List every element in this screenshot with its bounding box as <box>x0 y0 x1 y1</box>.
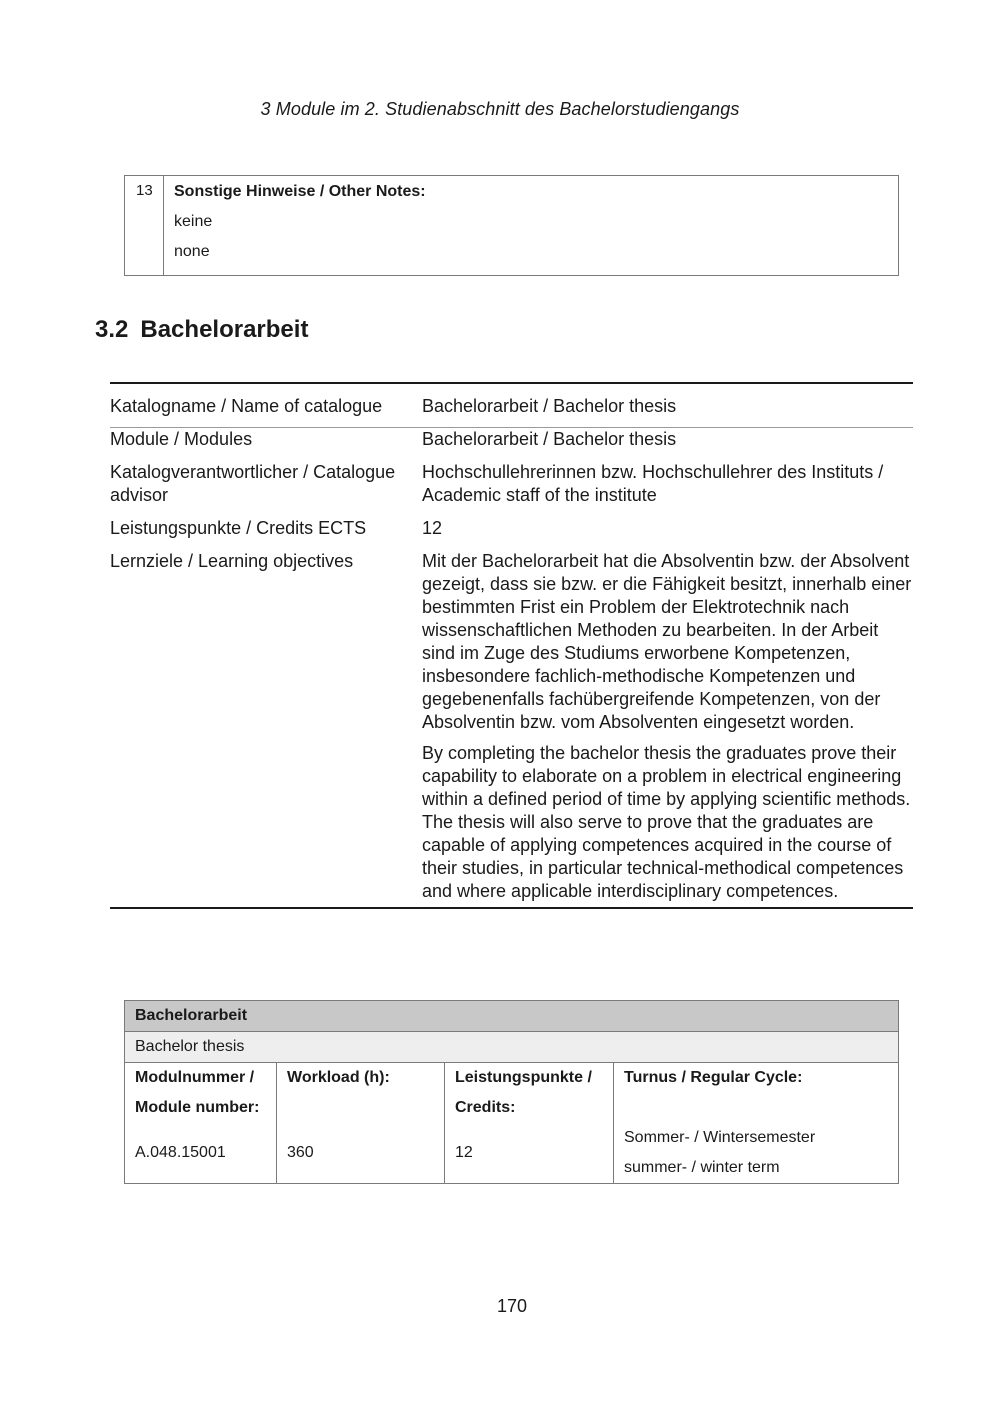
notes-title: Sonstige Hinweise / Other Notes: <box>174 183 426 200</box>
cycle-value-en: summer- / winter term <box>624 1159 780 1176</box>
objectives-text-de: Mit der Bachelorarbeit hat die Absolventin bzw. der Absolvent gezeigt, dass sie bzw. er die Fähigkeit besitzt, innerhalb einer bestimmten Frist ein Problem der Elektrotechnik nach wissenschaftlichen Methoden zu bearbeiten. In der Arbeit sind im Zuge des Studiums erworbene Kompetenzen, insbesondere fachlich-methodische Kompetenzen und gegebenenfalls fachübergreifende Kompetenzen, von der Absolventin bzw. vom Absolventen eingesetzt worden. <box>422 551 912 732</box>
workload-value: 360 <box>287 1144 314 1161</box>
credits-value: 12 <box>455 1144 473 1161</box>
catalogue-table <box>110 382 913 909</box>
module-number-label-en: Module number: <box>135 1099 260 1116</box>
credits-label-en: Credits: <box>455 1099 516 1116</box>
cycle-cell <box>614 1063 899 1184</box>
catalogue-row-objectives <box>110 550 913 907</box>
section-heading <box>95 316 308 344</box>
workload-cell <box>277 1063 445 1184</box>
credits-cell <box>445 1063 614 1184</box>
objectives-text-en: By completing the bachelor thesis the graduates prove their capability to elaborate on a problem in electrical engineering within a defined period of time by applying scientific methods. The thesis will also serve to prove that the graduates are capable of applying competences acquired in the course of their studies, in particular technical-methodical competences and where applicable interdisciplinary competences. <box>422 743 911 901</box>
module-title: Bachelorarbeit <box>125 1001 899 1032</box>
cycle-label: Turnus / Regular Cycle: <box>624 1069 803 1086</box>
section-number: 3.2 <box>95 316 129 343</box>
cycle-value-de: Sommer- / Wintersemester <box>624 1129 816 1146</box>
advisor-value: Hochschullehrerinnen bzw. Hochschullehrer des Instituts / Academic staff of the institute <box>422 462 884 505</box>
credits-label: Leistungspunkte / Credits ECTS <box>110 518 367 538</box>
workload-label: Workload (h): <box>287 1069 390 1086</box>
credits-value: 12 <box>422 518 443 538</box>
module-subtitle: Bachelor thesis <box>125 1032 899 1063</box>
notes-row-number: 13 <box>125 176 164 276</box>
modules-value: Bachelorarbeit / Bachelor thesis <box>422 429 677 449</box>
catalogue-row-advisor <box>110 461 913 517</box>
modules-label: Module / Modules <box>110 429 253 449</box>
notes-line-en: none <box>174 243 210 260</box>
notes-line-de: keine <box>174 213 213 230</box>
advisor-label: Katalogverantwortlicher / Catalogue advisor <box>110 462 396 505</box>
module-table <box>124 1000 899 1184</box>
catalogue-name-label: Katalogname / Name of catalogue <box>110 396 383 416</box>
module-number-cell <box>125 1063 277 1184</box>
catalogue-row-credits <box>110 517 913 550</box>
notes-table <box>124 175 899 276</box>
module-number-value: A.048.15001 <box>135 1144 226 1161</box>
page-number: 170 <box>496 1296 528 1316</box>
catalogue-header-row <box>110 384 913 428</box>
objectives-label: Lernziele / Learning objectives <box>110 551 354 571</box>
catalogue-row-modules <box>110 428 913 461</box>
module-number-label-de: Modulnummer / <box>135 1069 255 1086</box>
running-header: 3 Module im 2. Studienabschnitt des Bachelorstudiengangs <box>260 99 740 119</box>
catalogue-name-value: Bachelorarbeit / Bachelor thesis <box>422 396 677 416</box>
section-title: Bachelorarbeit <box>140 316 309 343</box>
notes-content <box>164 176 899 276</box>
credits-label-de: Leistungspunkte / <box>455 1069 592 1086</box>
objectives-value <box>422 550 913 907</box>
